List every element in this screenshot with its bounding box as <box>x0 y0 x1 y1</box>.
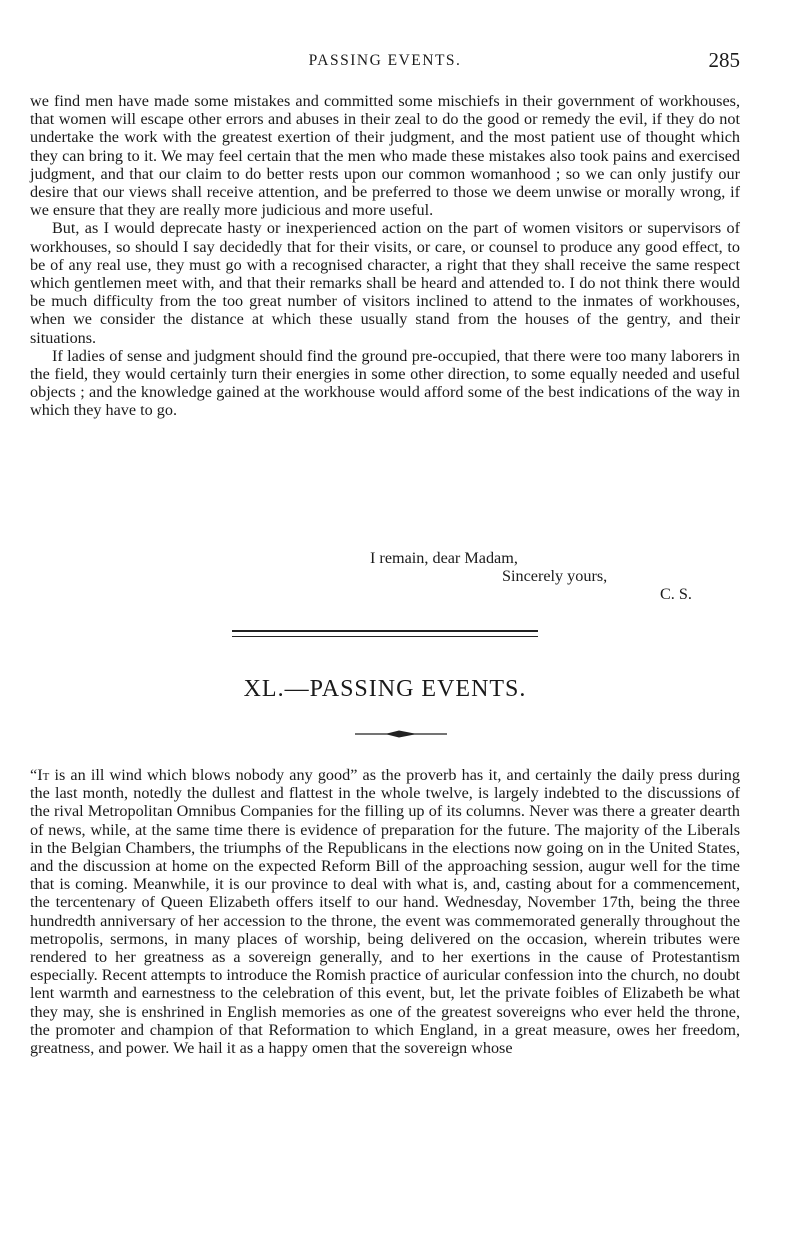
events-paragraph <box>30 766 740 1057</box>
section-divider-rule-thin <box>232 636 538 637</box>
page-number: 285 <box>708 48 740 72</box>
letter-body <box>30 92 740 420</box>
passing-events-body <box>30 766 740 1057</box>
section-divider-rule <box>232 630 538 632</box>
letter-signature: C. S. <box>660 585 692 603</box>
section-heading: XL.—PASSING EVENTS. <box>243 676 527 702</box>
letter-closing: I remain, dear Madam, <box>370 549 518 567</box>
running-title: PASSING EVENTS. <box>308 52 462 69</box>
opening-word: It <box>37 766 50 784</box>
letter-paragraph: we find men have made some mistakes and committed some mischiefs in their government of workhouses, that women will escape other errors and abuses in their zeal to do the good or remedy the evil, if they do not undertake the work with the greatest exertion of their judgment, and the most patient use of thought which they can bring to it. We may feel certain that the men who made these mistakes also took pains and exercised judgment, and that our claim to do better rests upon our common womanhood ; so we can only justify our desire that our views shall receive attention, and be preferred to those we deem unwise or morally wrong, if we ensure that they are really more judicious and more useful. <box>30 92 740 220</box>
ornament-dash-icon <box>355 727 447 741</box>
running-header <box>30 48 740 74</box>
letter-paragraph: If ladies of sense and judgment should find the ground pre-occupied, that there were too many laborers in the field, they would certainly turn their energies in some other direction, to some equally needed and useful objects ; and the knowledge gained at the workhouse would afford some of the best indications of the way in which they have to go. <box>30 346 740 420</box>
letter-valediction: Sincerely yours, <box>502 567 608 585</box>
events-paragraph-text: is an ill wind which blows nobody any good” as the proverb has it, and certainly the daily press during the last month, notedly the dullest and flattest in the whole twelve, is largely indebted to the discussions of the rival Metropolitan Omnibus Companies for the filling up of its columns. Never was there a greater dearth of news, while, at the same time there is evidence of preparation for the future. The majority of the Liberals in the Belgian Chambers, the triumphs of the Republicans in the elections now going on in the United States, and the discussion at home on the expected Reform Bill of the approaching session, augur well for the time that is coming. Meanwhile, it is our province to deal with what is, and, casting about for a commencement, the tercentenary of Queen Elizabeth offers itself to our hand. Wednesday, November 17th, being the three hundredth anniversary of her accession to the throne, the event was commemorated generally throughout the metropolis, sermons, in many places of worship, being delivered on the occasion, wherein tributes were rendered to her greatness as a sovereign generally, and to her exertions in the cause of Protestantism especially. Recent attempts to introduce the Romish practice of auricular confession into the church, no doubt lent warmth and earnestness to the celebration of this event, but, let the private foibles of Elizabeth be what they may, she is enshrined in English memories as one of the greatest sovereigns who ever held the throne, the promoter and champion of that Reformation to which England, in a great measure, owes her freedom, greatness, and power. We hail it as a happy omen that the sovereign whose <box>30 766 740 1058</box>
opening-quote-mark: “ <box>30 766 38 784</box>
letter-paragraph: But, as I would deprecate hasty or inexperienced action on the part of women visitors or supervisors of workhouses, so should I say decidedly that for their visits, or care, or counsel to produce any good effect, to be of any real use, they must go with a recognised character, a right that they shall receive the same respect which gentlemen meet with, and that their remarks shall be heard and attended to. I do not think there would be much difficulty from the too great number of visitors inclined to attend to the inmates of workhouses, when we consider the distance at which these usually stand from the houses of the gentry, and their situations. <box>30 219 740 347</box>
